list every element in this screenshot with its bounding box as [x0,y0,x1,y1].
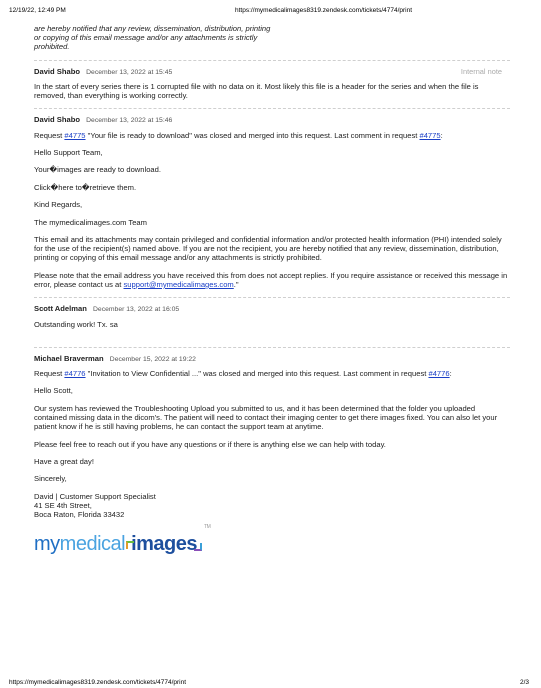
logo-my: my [34,533,60,556]
footer-url: https://mymedicalimages8319.zendesk.com/tickets/4774/print [9,679,187,686]
comment-author: David Shabo [34,66,80,76]
print-header [9,7,532,19]
comment-author: David Shabo [34,115,80,125]
comment-header [34,67,510,77]
support-email-link[interactable]: support@mymedicalimages.com [123,279,234,289]
signature-line: David | Customer Support Specialist [34,491,156,501]
comment-author: Scott Adelman [34,304,87,314]
comment-scott [34,297,510,328]
comment-header [34,354,510,364]
comment-author: Michael Braverman [34,353,104,363]
comment-merged-4775 [34,108,510,289]
no-reply-note [34,271,510,289]
comment-timestamp: December 15, 2022 at 19:22 [109,355,196,363]
merge-notice [34,369,510,378]
merge-notice [34,131,510,140]
comment-timestamp: December 13, 2022 at 15:45 [86,68,173,76]
mymedicalimages-logo [34,523,510,556]
merge-text: "Your file is ready to download" was closed and merged into this request. Last comment in request [85,130,420,140]
closing: Kind Regards, [34,200,83,210]
body-paragraph: Have a great day! [34,456,94,466]
comment-internal-note [34,60,510,101]
body-paragraph: Please feel free to reach out if you have any questions or if there is anything else we can help with today. [34,439,386,449]
merge-suffix: : [449,368,452,378]
request-link-4775-second[interactable]: #4775 [419,130,441,140]
quoted-text [34,24,510,52]
request-link-4775[interactable]: #4775 [64,130,86,140]
greeting: Hello Support Team, [34,148,103,157]
team-signature: The mymedicalimages.com Team [34,217,147,227]
merge-prefix: Request [34,130,65,140]
signature-block [34,492,510,520]
logo-tm: TM [204,524,211,531]
quoted-line: are hereby notified that any review, dissemination, distribution, printing [34,24,271,33]
merge-prefix: Request [34,368,65,378]
disclaimer: This email and its attachments may contain privileged and confidential information and/or protected health information (PHI) intended solely for the use of the recipient(s) named above. If you are not the recipient, you are hereby notified that any review, dissemination, distribution, printing or copying of this email message and/or any attachments is strictly prohibited. [34,234,502,263]
quoted-line: or copying of this email message and/or any attachments is strictly [34,33,258,43]
comment-header [34,115,510,125]
comment-timestamp: December 13, 2022 at 15:46 [86,117,173,125]
request-link-4776[interactable]: #4776 [64,368,86,378]
merge-suffix: : [440,130,443,140]
print-url: https://mymedicalimages8319.zendesk.com/tickets/4774/print [235,7,413,14]
quoted-line: prohibited. [34,42,70,52]
comment-header [34,304,510,314]
comment-merged-4776 [34,347,510,556]
signature-line: Boca Raton, Florida 33432 [34,510,125,520]
comment-body: Outstanding work! Tx. sa [34,319,118,329]
body-paragraph: Our system has reviewed the Troubleshooting Upload you submitted to us, and it has been determined that the folder you uploaded contained missing data in the dicom's. The patient will need to contact their imaging center to get there images fixed. You can also let your patient know if he is still having problems, he can contact the support team at anytime. [34,403,498,432]
signoff: Sincerely, [34,474,67,484]
ticket-content [34,24,510,556]
internal-note-badge: Internal note [460,66,502,76]
logo-medical: medical [59,533,126,556]
print-date: 12/19/22, 12:49 PM [9,7,66,14]
greeting: Hello Scott, [34,386,73,396]
request-link-4776-second[interactable]: #4776 [428,368,450,378]
print-footer [9,679,529,686]
comment-timestamp: December 13, 2022 at 16:05 [93,306,180,314]
comment-body: In the start of every series there is 1 corrupted file with no data on it. Most likely this file is a header for the series and when the file is removed, than everything is working correctly. [34,81,479,101]
note-suffix: ." [233,279,239,289]
body-line: Click�here to�retrieve them. [34,182,137,192]
page-number: 2/3 [519,679,529,686]
note-text: Please note that the email address you have received this from does not accept replies. If you require assistance or received this message in error, please contact us at [34,270,508,289]
merge-text: "Invitation to View Confidential ..." was closed and merged into this request. Last comment in request [85,368,429,378]
body-line: Your�images are ready to download. [34,165,161,175]
logo-images: images [128,540,200,549]
signature-line: 41 SE 4th Street, [34,500,92,510]
